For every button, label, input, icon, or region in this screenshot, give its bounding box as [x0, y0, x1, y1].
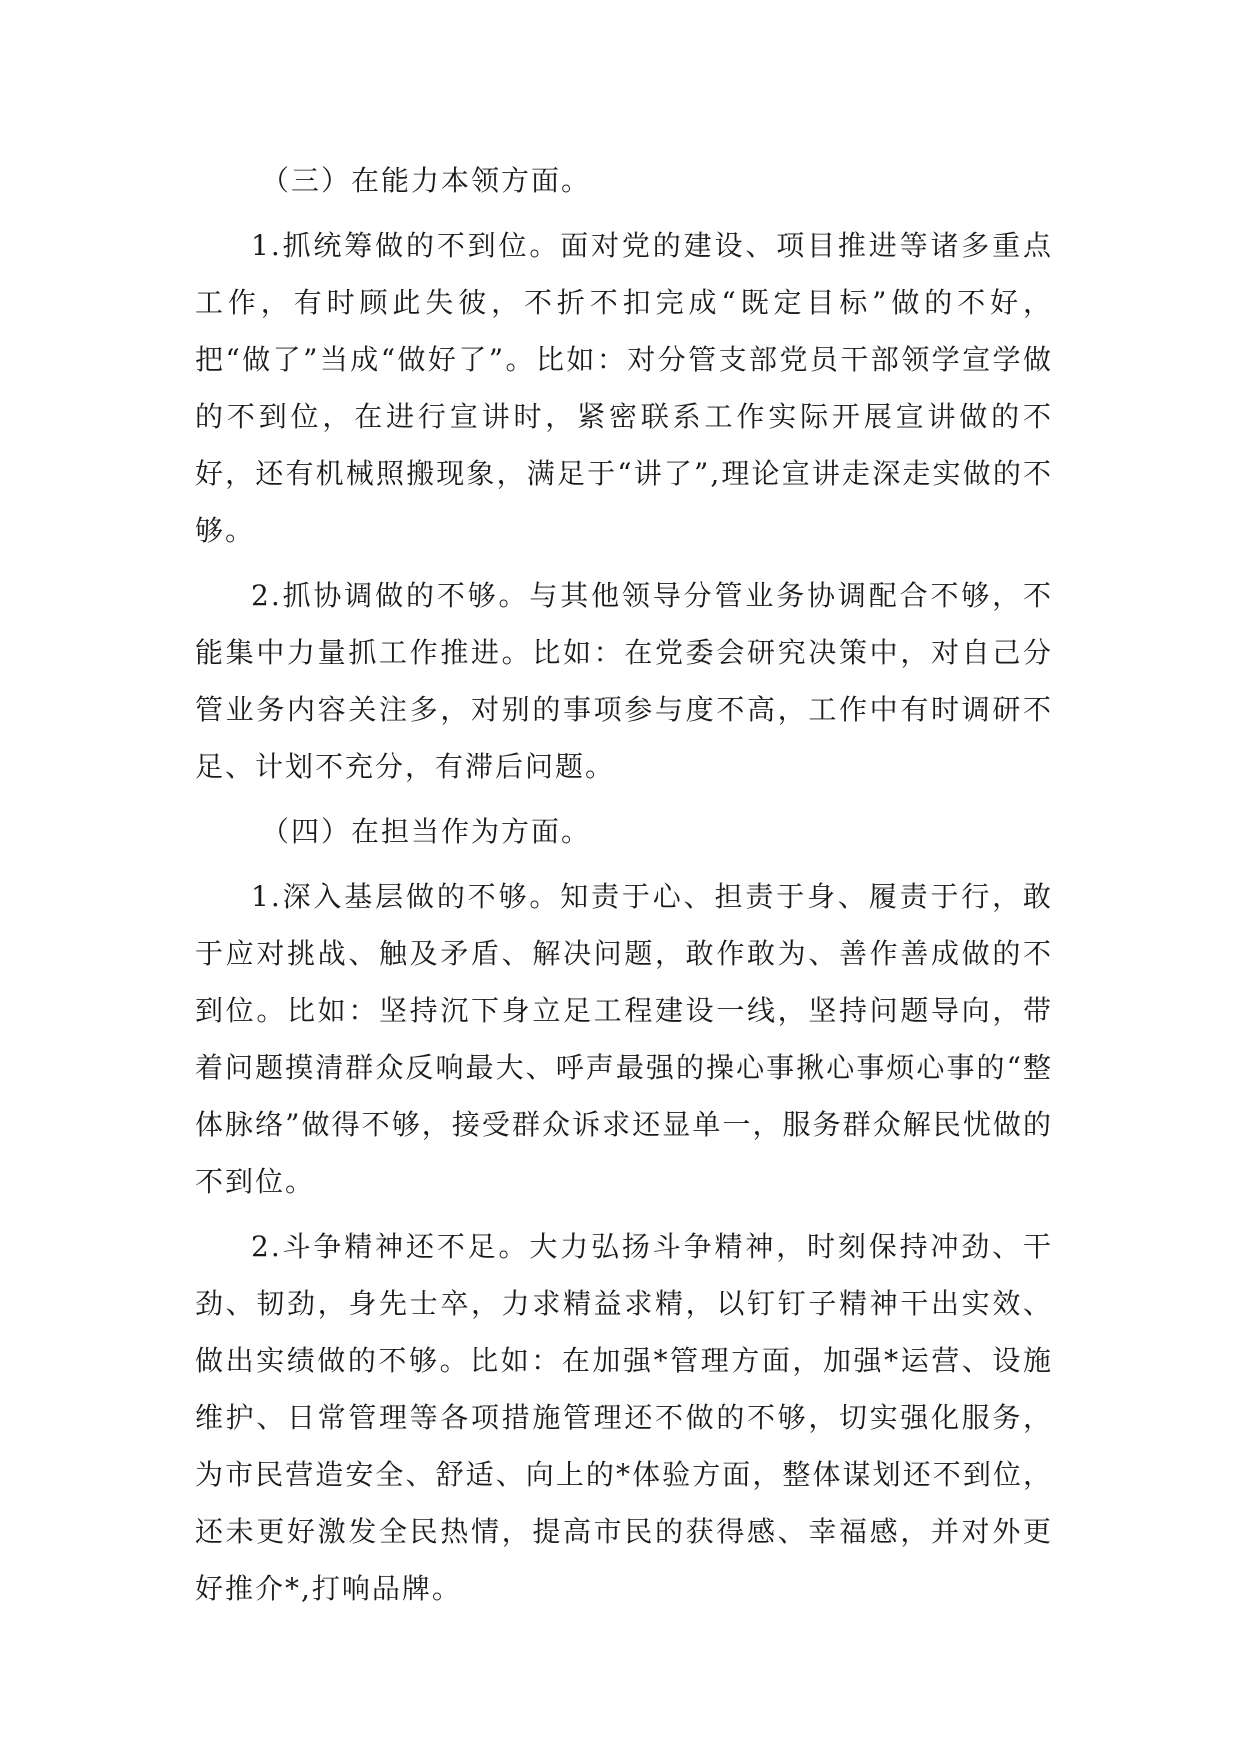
- paragraph-3-2: 2.抓协调做的不够。与其他领导分管业务协调配合不够，不能集中力量抓工作推进。比如：在党委会研究决策中，对自己分管业务内容关注多，对别的事项参与度不高，工作中有时调研不足、计划不充分，有滞后问题。: [195, 579, 1053, 783]
- section-heading-4: （四）在担当作为方面。: [261, 815, 592, 848]
- paragraph-3-1: 1.抓统筹做的不到位。面对党的建设、项目推进等诸多重点工作，有时顾此失彼，不折不扣完成“既定目标”做的不好，把“做了”当成“做好了”。比如：对分管支部党员干部领学宣学做的不到位，在进行宣讲时，紧密联系工作实际开展宣讲做的不好，还有机械照搬现象，满足于“讲了”,理论宣讲走深走实做的不够。: [195, 229, 1053, 547]
- section-heading-3: （三）在能力本领方面。: [261, 164, 592, 197]
- paragraph-4-2: 2.斗争精神还不足。大力弘扬斗争精神，时刻保持冲劲、干劲、韧劲，身先士卒，力求精益求精，以钉钉子精神干出实效、做出实绩做的不够。比如：在加强*管理方面，加强*运营、设施维护、日常管理等各项措施管理还不做的不够，切实强化服务，为市民营造安全、舒适、向上的*体验方面，整体谋划还不到位，还未更好激发全民热情，提高市民的获得感、幸福感，并对外更好推介*,打响品牌。: [195, 1230, 1053, 1605]
- paragraph-4-1: 1.深入基层做的不够。知责于心、担责于身、履责于行，敢于应对挑战、触及矛盾、解决问题，敢作敢为、善作善成做的不到位。比如：坚持沉下身立足工程建设一线，坚持问题导向，带着问题摸清群众反响最大、呼声最强的操心事揪心事烦心事的“整体脉络”做得不够，接受群众诉求还显单一，服务群众解民忧做的不到位。: [195, 880, 1053, 1198]
- document-body: [195, 152, 1053, 1625]
